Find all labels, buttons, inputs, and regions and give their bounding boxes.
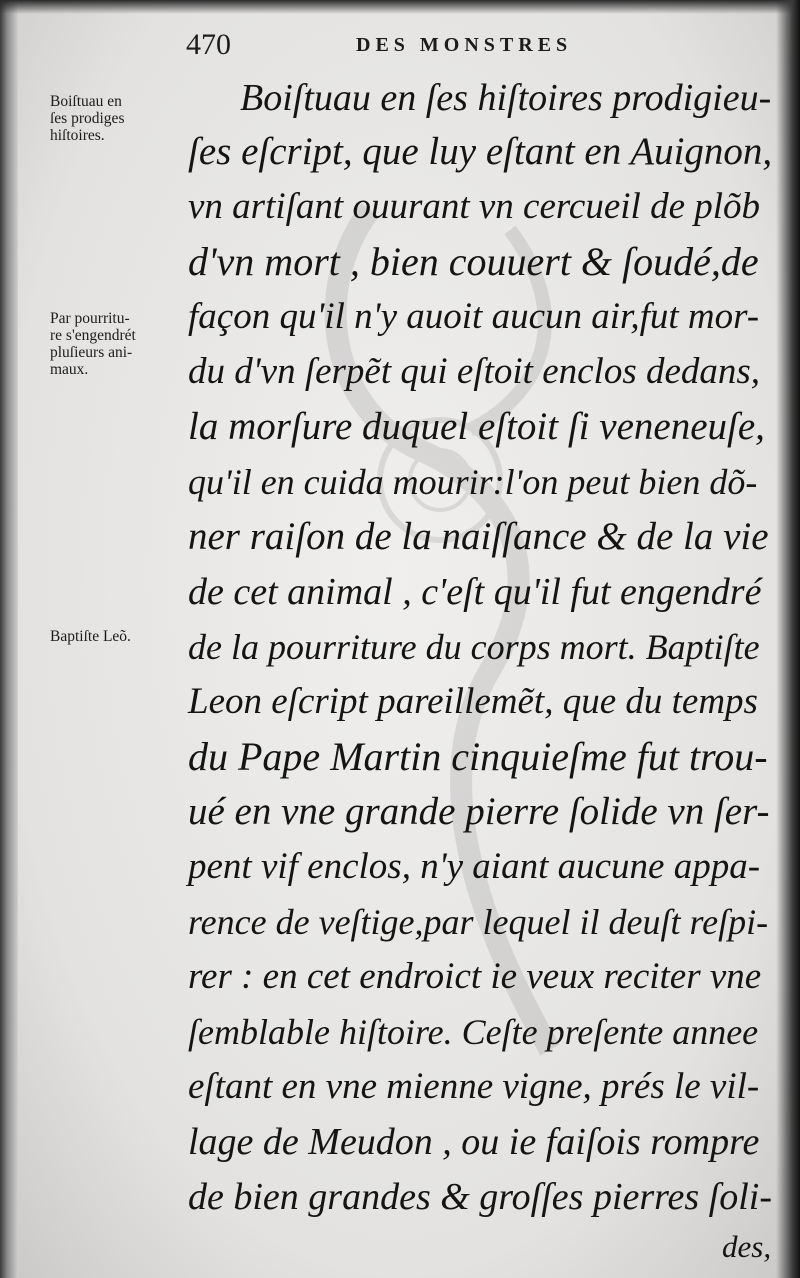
page-header — [182, 28, 632, 68]
margin-note-line: hiſtoires. — [50, 127, 105, 144]
text-line: de bien grandes & groſſes pierres ſoli- — [188, 1176, 773, 1218]
text-line: du Pape Martin cinquieſme fut trou- — [188, 734, 768, 779]
text-line: du d'vn ſerpẽt qui eſtoit enclos dedans, — [188, 351, 761, 392]
margin-note-line: re s'engendrét — [50, 327, 136, 344]
margin-note-line: Baptiſte Leõ. — [50, 628, 131, 645]
text-line: de cet animal , c'eſt qu'il fut engendré — [188, 571, 762, 613]
text-line: pent vif enclos, n'y aiant aucune appa- — [188, 846, 761, 887]
text-line: qu'il en cuida mourir:l'on peut bien dõ- — [188, 462, 758, 502]
text-line: ué en vne grande pierre ſolide vn ſer- — [188, 790, 770, 833]
text-line: ner raiſon de la naiſſance & de la vie — [188, 515, 769, 558]
running-head: DES MONSTRES — [356, 34, 573, 56]
margin-note-line: Boiſtuau en — [50, 93, 122, 110]
binding-gutter — [0, 0, 18, 1278]
text-line: façon qu'il n'y auoit aucun air,fut mor- — [188, 296, 760, 337]
text-line: eſtant en vne mienne vigne, prés le vil- — [188, 1066, 760, 1107]
text-line: Leon eſcript pareillemẽt, que du temps — [188, 681, 758, 722]
margin-note-line: Par pourritu- — [50, 310, 130, 327]
catchword: des, — [722, 1229, 772, 1264]
text-line: de la pourriture du corps mort. Baptiſte — [188, 627, 760, 667]
page-number: 470 — [186, 28, 231, 61]
margin-note-line: pluſieurs ani- — [50, 344, 133, 361]
margin-note-boistuau — [50, 93, 124, 144]
margin-note-line: maux. — [50, 361, 89, 378]
margin-note-pourriture — [50, 310, 136, 378]
text-line: rer : en cet endroict ie veux reciter vne — [188, 956, 762, 997]
page-top-shadow — [0, 0, 800, 14]
text-line: ſemblable hiſtoire. Ceſte preſente annee — [188, 1012, 759, 1052]
text-line: d'vn mort , bien couuert & ſoudé,de — [188, 239, 759, 284]
text-line: la morſure duquel eſtoit ſi veneneuſe, — [188, 405, 765, 448]
text-line: vn artiſant ouurant vn cercueil de plõb — [188, 186, 761, 227]
margin-note-baptiste — [50, 628, 131, 645]
text-line: Boiſtuau en ſes hiſtoires prodigieu- — [240, 77, 772, 119]
margin-note-line: ſes prodiges — [50, 110, 125, 127]
text-line: rence de veſtige,par lequel il deuſt reſpi- — [188, 902, 769, 942]
text-line: ſes eſcript, que luy eſtant en Auignon, — [188, 130, 773, 173]
page-edge-shadow — [776, 0, 800, 1278]
text-line: lage de Meudon , ou ie faiſois rompre — [188, 1121, 760, 1163]
